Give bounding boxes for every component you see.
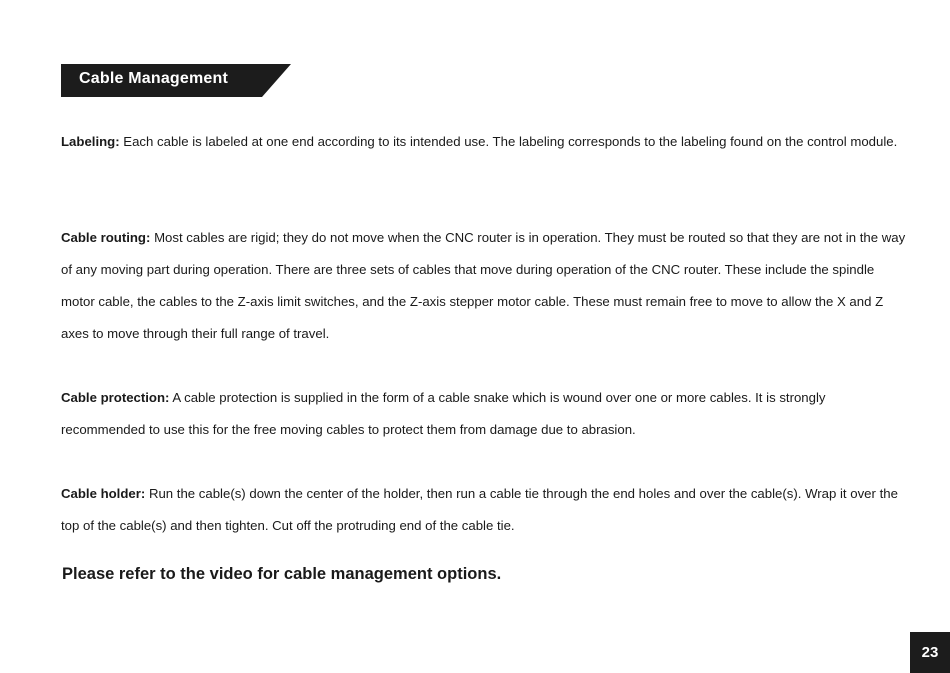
cable-protection-paragraph [61,382,911,446]
cable-routing-lead: Cable routing: [61,230,151,245]
cable-holder-paragraph [61,478,911,542]
cable-holder-lead: Cable holder: [61,486,146,501]
video-callout: Please refer to the video for cable management options. [62,565,502,583]
cable-routing-text: Most cables are rigid; they do not move when the CNC router is in operation. They must be routed so that they are not in the way of any moving part during operation. There are three sets of cables that move during operation of the CNC router. These include the spindle motor cable, the cables to the Z-axis limit switches, and the Z-axis stepper motor cable. These must remain free to move to allow the X and Z axes to move through their full range of travel. [61,230,906,341]
cable-routing-paragraph [61,222,911,350]
labeling-lead: Labeling: [61,134,120,149]
labeling-text: Each cable is labeled at one end according to its intended use. The labeling corresponds to the labeling found on the control module. [123,134,898,149]
section-header [61,64,291,97]
cable-holder-text: Run the cable(s) down the center of the holder, then run a cable tie through the end holes and over the cable(s). Wrap it over the top of the cable(s) and then tighten. Cut off the protruding end of the cable tie. [61,486,898,533]
page-number: 23 [910,632,950,673]
labeling-paragraph [61,126,911,158]
section-title: Cable Management [79,70,229,87]
cable-protection-text: A cable protection is supplied in the form of a cable snake which is wound over one or more cables. It is strongly recommended to use this for the free moving cables to protect them from damage due to abrasion. [61,390,826,437]
cable-protection-lead: Cable protection: [61,390,170,405]
